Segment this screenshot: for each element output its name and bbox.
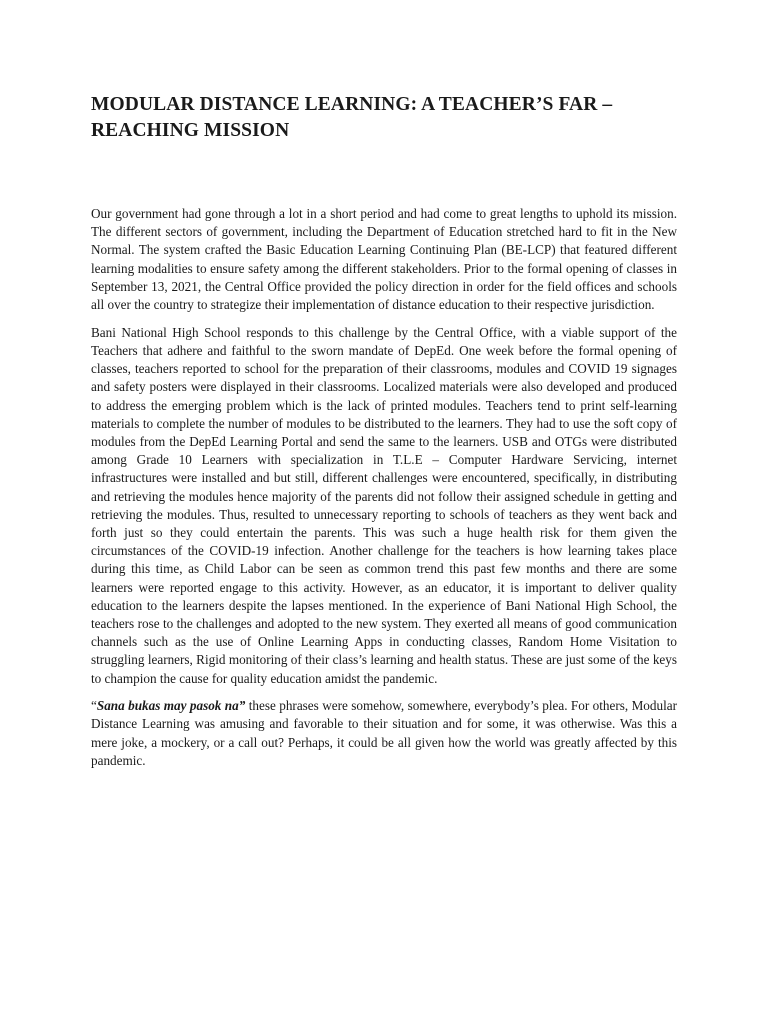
paragraph-2: Bani National High School responds to this challenge by the Central Office, with a viable support of the Teachers that adhere and faithful to the sworn mandate of DepEd. One week before the formal opening of classes, teachers reported to school for the preparation of their classrooms, modules and COVID 19 signages and safety posters were displayed in their classrooms. Localized materials were also developed and produced to address the emerging problem which is the lack of printed modules. Teachers tend to print self-learning materials to complete the number of modules to be distributed to the learners. They had to use the soft copy of modules from the DepEd Learning Portal and send the same to the learners. USB and OTGs were distributed among Grade 10 Learners with specialization in T.L.E – Computer Hardware Servicing, internet infrastructures were installed and but still, different challenges were encountered, specifically, in distributing and retrieving the modules hence majority of the parents did not follow their assigned schedule in getting and retrieving the modules. Thus, resulted to unnecessary reporting to schools of teachers as they went back and forth just so they could entertain the parents. This was such a huge health risk for them given the circumstances of the COVID-19 infection. Another challenge for the teachers is how learning takes place during this time, as Child Labor can be seen as common trend this past few months and there are some learners were reported engage to this activity. However, as an educator, it is important to deliver quality education to the learners despite the lapses mentioned. In the experience of Bani National High School, the teachers rose to the challenges and adopted to the new system. They exerted all means of good communication channels such as the use of Online Learning Apps in conducting classes, Random Home Visitation to struggling learners, Rigid monitoring of their class’s learning and health status. These are just some of the keys to champion the cause for quality education amidst the pandemic.	[91, 324, 677, 686]
paragraph-1: Our government had gone through a lot in a short period and had come to great lengths to uphold its mission. The different sectors of government, including the Department of Education stretched hard to fit in the New Normal. The system crafted the Basic Education Learning Continuing Plan (BE-LCP) that featured different learning modalities to ensure safety among the different stakeholders. Prior to the formal opening of classes in September 13, 2021, the Central Office provided the policy direction in order for the field offices and schools all over the country to strategize their implementation of distance education to their respective jurisdiction.	[91, 206, 677, 313]
paragraph-3	[91, 697, 677, 770]
document-content	[91, 92, 677, 780]
open-quote-mark: “	[91, 698, 97, 714]
document-title: MODULAR DISTANCE LEARNING: A TEACHER’S FAR – REACHING MISSION	[91, 94, 613, 141]
quoted-phrase: Sana bukas may pasok na”	[96, 698, 246, 714]
paragraph-3-text: these phrases were somehow, somewhere, everybody’s plea. For others, Modular Distance Learning was amusing and favorable to their situation and for some, it was otherwise. Was this a mere joke, a mockery, or a call out? Perhaps, it could be all given how the world was greatly affected by this pandemic.	[91, 698, 677, 768]
document-body	[91, 205, 677, 770]
